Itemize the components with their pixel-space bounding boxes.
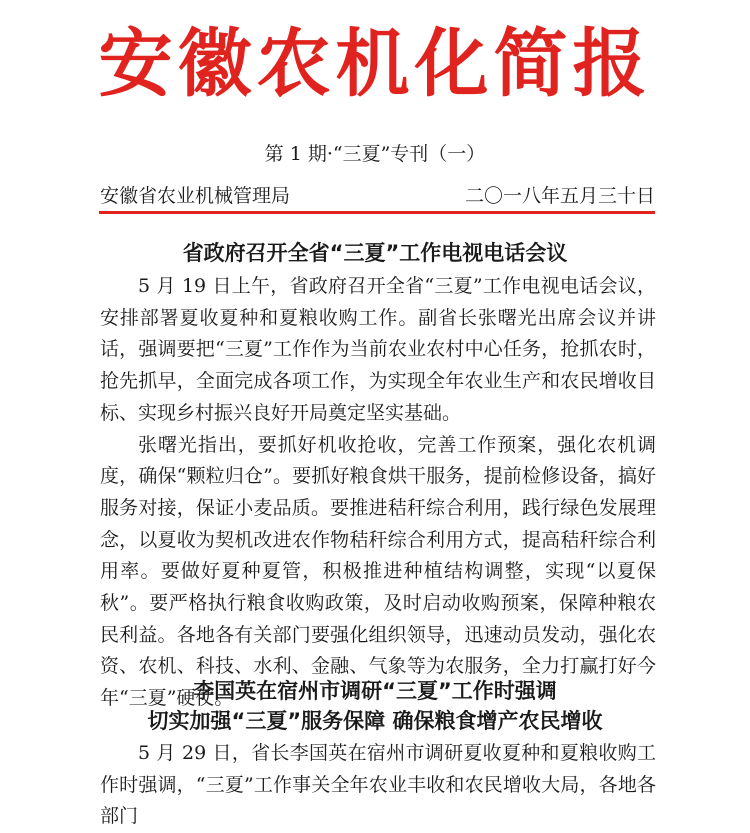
article-1-body — [100, 271, 656, 715]
red-divider-rule — [99, 211, 655, 214]
article-2-title-line-1: 李国英在宿州市调研“三夏”工作时强调 — [193, 679, 557, 703]
article-2-paragraph-1: 5 月 29 日，省长李国英在宿州市调研夏收夏种和夏粮收购工作时强调，“三夏”工作事关全年农业丰收和农民增收大局，各地各部门 — [100, 742, 656, 828]
article-2-title-line-2: 切实加强“三夏”服务保障 确保粮食增产农民增收 — [147, 709, 603, 733]
publisher-name: 安徽省农业机械管理局 — [100, 185, 291, 207]
publication-info-row — [100, 183, 655, 209]
article-1-paragraph-2: 张曙光指出，要抓好机收抢收，完善工作预案，强化农机调度，确保“颗粒归仓”。要抓好粮食烘干服务，提前检修设备，搞好服务对接，保证小麦品质。要推进秸秆综合利用，践行绿色发展理念，以夏收为契机改进农作物秸秆综合利用方式，提高秸秆综合利用率。要做好夏种夏管，积极推进种植结构调整，实现“以夏保秋”。要严格执行粮食收购政策，及时启动收购预案，保障种粮农民利益。各地各有关部门要强化组织领导，迅速动员发动，强化农资、农机、科技、水利、金融、气象等为农服务，全力打赢打好今年“三夏”硬仗。 — [100, 433, 656, 710]
article-1-paragraph-1: 5 月 19 日上午，省政府召开全省“三夏”工作电视电话会议，安排部署夏收夏种和夏粮收购工作。副省长张曙光出席会议并讲话，强调要把“三夏”工作作为当前农业农村中心任务，抢抓农时，抢先抓早，全面完成各项工作，为实现全年农业生产和农民增收目标、实现乡村振兴良好开局奠定坚实基础。 — [100, 275, 656, 424]
article-2-title — [0, 676, 750, 736]
masthead-title: 安徽农机化简报 — [98, 21, 652, 107]
article-2-body — [100, 738, 656, 833]
issue-line: 第 1 期·“三夏”专刊（一） — [264, 143, 486, 165]
publication-date: 二〇一八年五月三十日 — [464, 185, 655, 207]
article-1-title: 省政府召开全省“三夏”工作电视电话会议 — [182, 241, 568, 265]
